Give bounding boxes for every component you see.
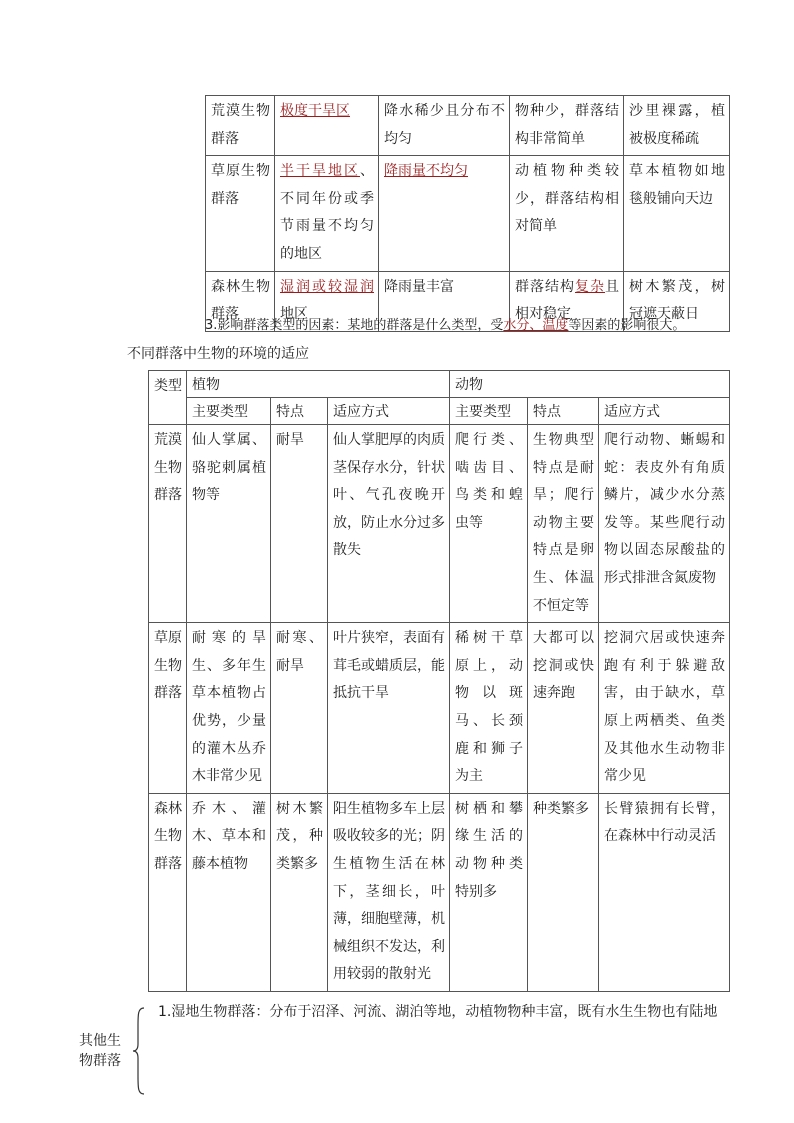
- cell-structure: 物种少，群落结构非常简单: [510, 96, 624, 156]
- header-animal-adapt: 适应方式: [599, 398, 730, 425]
- cell-animal-type: 爬行类、啮齿目、鸟类和蝗虫等: [450, 425, 528, 623]
- header-row: [149, 371, 730, 398]
- cell-text: 且相对稳定: [515, 278, 619, 323]
- cell-feature: 沙里裸露，植被极度稀疏: [624, 96, 730, 156]
- cell-animal-type: 稀树干草原上，动物以斑马、长颈鹿和狮子为主: [450, 623, 528, 794]
- cell-precip: 降水稀少且分布不均匀: [379, 96, 510, 156]
- cell-animal-adapt: 挖洞穴居或快速奔跑有利于躲避敌害，由于缺水，草原上两栖类、鱼类及其他水生动物非常少见: [599, 623, 730, 794]
- cell-text: 群落结构: [515, 278, 575, 295]
- cell-name: 森林生物群落: [206, 271, 275, 331]
- cell-region: [275, 96, 379, 156]
- wetland-text: 1.湿地生物群落：分布于沼泽、河流、湖泊等地，动植物物种丰富，既有水生生物也有陆地: [158, 1004, 718, 1020]
- cell-feature: 树木繁茂，树冠遮天蔽日: [624, 271, 730, 331]
- cell-animal-trait: 种类繁多: [528, 793, 599, 991]
- subheader-row: [149, 398, 730, 425]
- cell-plant-adapt: 仙人掌肥厚的肉质茎保存水分，针状叶、气孔夜晚开放，防止水分过多散失: [328, 425, 450, 623]
- adaptation-table: [148, 370, 730, 992]
- cell-name: 森林生物群落: [149, 793, 187, 991]
- cell-text: 地区: [280, 306, 308, 323]
- cell-text: 、不同年份或季节雨量不均匀的地区: [280, 163, 374, 262]
- header-plant: 植物: [187, 371, 450, 398]
- header-type: 类型: [149, 371, 187, 425]
- highlight-text: 湿润或较湿润: [280, 278, 374, 295]
- other-communities-label: 其他生物群落: [79, 1033, 121, 1069]
- note-highlight: 水分、温度: [503, 318, 569, 333]
- cell-animal-trait: 大都可以挖洞或快速奔跑: [528, 623, 599, 794]
- header-animal-type: 主要类型: [450, 398, 528, 425]
- table-row: [206, 156, 730, 271]
- note-suffix: 等因素的影响很大。: [568, 318, 686, 333]
- cell-animal-adapt: 长臂猿拥有长臂，在森林中行动灵活: [599, 793, 730, 991]
- cell-plant-type: 耐寒的旱生、多年生草本植物占优势，少量的灌木丛乔木非常少见: [187, 623, 271, 794]
- cell-plant-trait: 耐寒、耐旱: [271, 623, 328, 794]
- note-prefix: 3.影响群落类型的因素：某地的群落是什么类型，受: [205, 318, 504, 333]
- table-row: [206, 96, 730, 156]
- highlight-text: 极度干旱区: [280, 103, 350, 119]
- highlight-text: 降雨量不均匀: [384, 163, 468, 180]
- cell-name: 草原生物群落: [206, 156, 275, 271]
- cell-name: 草原生物群落: [149, 623, 187, 794]
- header-animal: 动物: [450, 371, 730, 398]
- cell-animal-trait: 生物典型特点是耐旱；爬行动物主要特点是卵生、体温不恒定等: [528, 425, 599, 623]
- header-plant-type: 主要类型: [187, 398, 271, 425]
- cell-plant-adapt: 阳生植物多车上层吸收较多的光；阴生植物生活在林下，茎细长，叶薄，细胞壁薄，机械组织不发达，利用较弱的散射光: [328, 793, 450, 991]
- cell-plant-trait: 耐旱: [271, 425, 328, 623]
- section-caption: 不同群落中生物的环境的适应: [127, 346, 309, 362]
- cell-name: 荒漠生物群落: [149, 425, 187, 623]
- cell-structure: 动植物种类较少，群落结构相对简单: [510, 156, 624, 271]
- factor-note: [205, 317, 735, 335]
- header-plant-trait: 特点: [271, 398, 328, 425]
- cell-plant-trait: 树木繁茂，种类繁多: [271, 793, 328, 991]
- table-row: [149, 425, 730, 623]
- header-plant-adapt: 适应方式: [328, 398, 450, 425]
- community-table: [205, 95, 730, 332]
- cell-precip: [379, 156, 510, 271]
- header-animal-trait: 特点: [528, 398, 599, 425]
- curly-brace-icon: [132, 1006, 146, 1096]
- cell-animal-type: 树栖和攀缘生活的动物种类特别多: [450, 793, 528, 991]
- table-row: [149, 623, 730, 794]
- cell-name: 荒漠生物群落: [206, 96, 275, 156]
- cell-region: [275, 156, 379, 271]
- cell-plant-type: 乔木、灌木、草本和藤本植物: [187, 793, 271, 991]
- highlight-text: 半干旱地区: [280, 163, 360, 180]
- cell-animal-adapt: 爬行动物、蜥蜴和蛇：表皮外有角质鳞片，减少水分蒸发等。某些爬行动物以固态尿酸盐的形式排泄含氮废物: [599, 425, 730, 623]
- highlight-text: 复杂: [575, 278, 605, 295]
- cell-precip: 降雨量丰富: [379, 271, 510, 331]
- cell-plant-adapt: 叶片狭窄，表面有茸毛或蜡质层，能抵抗干旱: [328, 623, 450, 794]
- table-row: [149, 793, 730, 991]
- cell-plant-type: 仙人掌属、骆驼刺属植物等: [187, 425, 271, 623]
- cell-feature: 草本植物如地毯般铺向天边: [624, 156, 730, 271]
